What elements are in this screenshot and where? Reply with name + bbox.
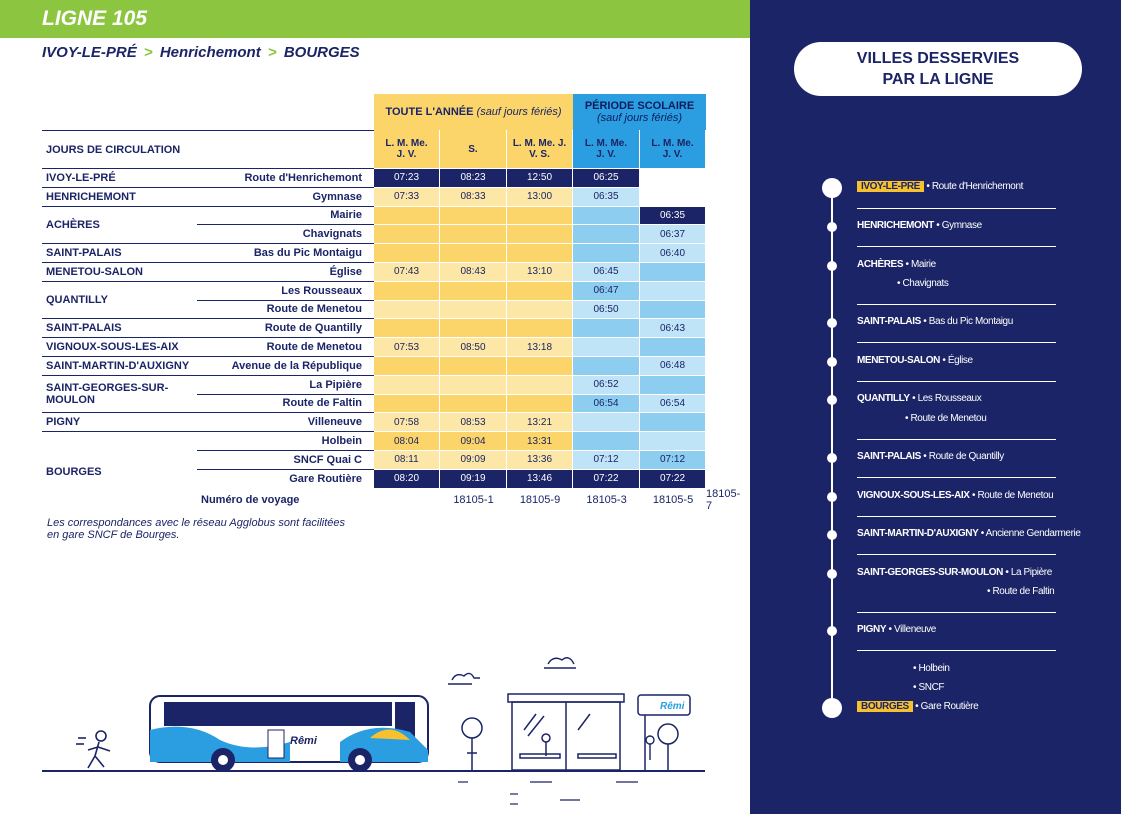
stop-dot-icon <box>827 357 837 367</box>
stop-dot-icon <box>827 222 837 232</box>
timetable-row <box>42 262 706 281</box>
departure-time: 07:33 <box>374 187 440 206</box>
departure-time: 07:43 <box>374 262 440 281</box>
stop-separator <box>857 554 1056 555</box>
day-header: L. M. Me. J. V. <box>374 130 440 168</box>
timetable-row <box>42 318 706 337</box>
departure-time: 07:12 <box>573 450 640 469</box>
walking-person-icon <box>76 731 110 768</box>
departure-time: 06:48 <box>640 356 706 375</box>
departure-time: 07:22 <box>573 469 640 488</box>
departure-time <box>640 375 706 394</box>
departure-time: 06:50 <box>573 300 640 319</box>
departure-time: 13:46 <box>507 469 573 488</box>
departure-time <box>640 412 706 431</box>
departure-time <box>440 375 507 394</box>
departure-time <box>640 168 706 187</box>
departure-time <box>573 206 640 225</box>
departure-time <box>440 300 507 319</box>
line-title: LIGNE 105 <box>42 7 148 30</box>
departure-time: 08:23 <box>440 168 507 187</box>
departure-time: 13:10 <box>507 262 573 281</box>
stop-name: Gymnase <box>197 187 374 206</box>
stop-separator <box>857 304 1056 305</box>
departure-time <box>507 224 573 243</box>
departure-time: 07:22 <box>640 469 706 488</box>
departure-time <box>374 318 440 337</box>
stop-name: Villeneuve <box>197 412 374 431</box>
departure-time: 06:47 <box>573 281 640 300</box>
departure-time <box>374 300 440 319</box>
departure-time <box>507 375 573 394</box>
group-toute-annee: TOUTE L'ANNÉE (sauf jours fériés) <box>374 94 573 130</box>
stop-separator <box>857 516 1056 517</box>
departure-time <box>640 300 706 319</box>
bus-shelter-icon <box>508 694 624 770</box>
town-name: QUANTILLY <box>42 281 197 319</box>
departure-time <box>573 243 640 262</box>
villes-desservies-title: VILLES DESSERVIES PAR LA LIGNE <box>794 42 1082 96</box>
departure-time: 06:54 <box>640 394 706 413</box>
route-to: BOURGES <box>283 44 360 61</box>
stop-name: Les Rousseaux <box>197 281 374 300</box>
departure-time: 08:33 <box>440 187 507 206</box>
departure-time: 08:04 <box>374 431 440 450</box>
departure-time: 13:18 <box>507 337 573 356</box>
departure-time: 13:21 <box>507 412 573 431</box>
town-name: SAINT-MARTIN-D'AUXIGNY <box>42 356 197 375</box>
route-from: IVOY-LE-PRÉ <box>42 44 137 61</box>
stop-name: Gare Routière <box>197 469 374 488</box>
route-subtitle <box>42 44 360 61</box>
departure-time <box>374 394 440 413</box>
town-name: PIGNY <box>42 412 197 431</box>
stop-name: Mairie <box>197 206 374 225</box>
departure-time: 08:53 <box>440 412 507 431</box>
departure-time <box>507 394 573 413</box>
departure-time: 08:11 <box>374 450 440 469</box>
stop-name: Bas du Pic Montaigu <box>197 243 374 262</box>
departure-time <box>374 206 440 225</box>
timetable-row <box>42 412 706 431</box>
departure-time <box>440 243 507 262</box>
town-name: IVOY-LE-PRÉ <box>42 168 197 187</box>
departure-time: 09:09 <box>440 450 507 469</box>
day-header: L. M. Me. J. V. S. <box>507 130 573 168</box>
chevron-right-icon: > <box>267 44 277 61</box>
timetable-row <box>42 281 706 300</box>
stop-dot-icon <box>822 178 842 198</box>
stop-separator <box>857 612 1056 613</box>
departure-time <box>507 300 573 319</box>
side-stop: • Route de Menetou <box>905 413 987 424</box>
departure-time <box>573 318 640 337</box>
stop-dot-icon <box>827 318 837 328</box>
stop-name: La Pipière <box>197 375 374 394</box>
departure-time <box>640 187 706 206</box>
stop-separator <box>857 650 1056 651</box>
stop-dot-icon <box>827 626 837 636</box>
timetable-row <box>42 356 706 375</box>
cloud-icon <box>448 658 576 684</box>
side-panel <box>750 0 1121 814</box>
departure-time <box>507 281 573 300</box>
town-name: SAINT-GEORGES-SUR-MOULON <box>42 375 197 413</box>
town-name: BOURGES <box>42 431 197 511</box>
side-stop: • Holbein <box>913 663 950 674</box>
side-stop: • SNCF <box>913 682 945 693</box>
stop-name: SNCF Quai C <box>197 450 374 469</box>
side-stop: SAINT-PALAIS • Route de Quantilly <box>750 458 1121 478</box>
departure-time: 13:31 <box>507 431 573 450</box>
stop-separator <box>857 208 1056 209</box>
timetable <box>42 94 741 512</box>
side-stop: BOURGES • Gare Routière <box>750 708 1121 728</box>
side-stop: • Chavignats <box>897 278 949 289</box>
town-name: SAINT-PALAIS <box>42 318 197 337</box>
departure-time <box>374 243 440 262</box>
timetable-row <box>42 206 706 225</box>
stop-dot-icon <box>827 530 837 540</box>
departure-time <box>440 281 507 300</box>
stop-dot-icon <box>827 453 837 463</box>
departure-time: 12:50 <box>507 168 573 187</box>
stop-separator <box>857 477 1056 478</box>
side-stop: HENRICHEMONT • Gymnase <box>750 227 1121 247</box>
departure-time: 06:35 <box>640 206 706 225</box>
tree-icon <box>658 724 678 770</box>
departure-time <box>507 356 573 375</box>
departure-time: 06:25 <box>573 168 640 187</box>
departure-time: 13:36 <box>507 450 573 469</box>
timetable-row <box>42 375 706 394</box>
stop-dot-icon <box>827 395 837 405</box>
stop-dot-icon <box>827 569 837 579</box>
departure-time <box>374 375 440 394</box>
group-periode-scolaire: PÉRIODE SCOLAIRE (sauf jours fériés) <box>573 94 706 130</box>
stop-name: Avenue de la République <box>197 356 374 375</box>
day-header: L. M. Me. J. V. <box>573 130 640 168</box>
trip-number: 18105-5 <box>652 493 694 506</box>
departure-time: 08:20 <box>374 469 440 488</box>
bus-stop-sign-icon <box>638 695 690 770</box>
departure-time <box>374 224 440 243</box>
departure-time: 07:53 <box>374 337 440 356</box>
stop-name: Chavignats <box>197 224 374 243</box>
departure-time: 06:43 <box>640 318 706 337</box>
trip-number: 18105-1 <box>453 493 494 506</box>
stop-separator <box>857 246 1056 247</box>
side-stop: IVOY-LE-PRÉ • Route d'Henrichemont <box>750 188 1121 208</box>
departure-time <box>440 394 507 413</box>
footnote: Les correspondances avec le réseau Agglobus sont facilitées en gare SNCF de Bourges. <box>47 517 345 541</box>
trip-number: 18105-9 <box>519 493 561 506</box>
bus-icon <box>150 696 428 772</box>
trip-number-row: Numéro de voyage 18105-1 18105-9 18105-3 18105-5 18105-7 <box>42 488 706 512</box>
stop-separator <box>857 342 1056 343</box>
departure-time <box>440 224 507 243</box>
stop-dot-icon <box>827 492 837 502</box>
departure-time: 06:52 <box>573 375 640 394</box>
side-stop: PIGNY • Villeneuve <box>750 631 1121 651</box>
departure-time: 06:45 <box>573 262 640 281</box>
town-name: VIGNOUX-SOUS-LES-AIX <box>42 337 197 356</box>
departure-time <box>440 356 507 375</box>
departure-time: 08:43 <box>440 262 507 281</box>
stop-separator <box>857 439 1056 440</box>
stop-dot-icon <box>827 261 837 271</box>
side-stop: SAINT-MARTIN-D'AUXIGNY • Ancienne Gendarmerie <box>750 535 1121 555</box>
departure-time <box>573 412 640 431</box>
sign-brand: Rêmi <box>660 701 685 712</box>
timetable-row <box>42 243 706 262</box>
departure-time <box>640 337 706 356</box>
departure-time: 06:37 <box>640 224 706 243</box>
trip-number-label: Numéro de voyage <box>201 493 300 506</box>
departure-time: 06:54 <box>573 394 640 413</box>
departure-time <box>573 431 640 450</box>
departure-time <box>374 281 440 300</box>
departure-time <box>440 206 507 225</box>
departure-time: 09:04 <box>440 431 507 450</box>
departure-time: 13:00 <box>507 187 573 206</box>
side-stop: MENETOU-SALON • Église <box>750 362 1121 382</box>
departure-time <box>573 356 640 375</box>
departure-time <box>507 243 573 262</box>
stop-name: Route de Faltin <box>197 394 374 413</box>
jours-label: JOURS DE CIRCULATION <box>42 130 374 168</box>
departure-time <box>640 262 706 281</box>
town-name: SAINT-PALAIS <box>42 243 197 262</box>
departure-time: 07:23 <box>374 168 440 187</box>
departure-time: 09:19 <box>440 469 507 488</box>
departure-time <box>573 337 640 356</box>
stop-name: Route d'Henrichemont <box>197 168 374 187</box>
bus-stop-illustration <box>40 650 710 810</box>
side-stop: SAINT-PALAIS • Bas du Pic Montaigu <box>750 323 1121 343</box>
departure-time <box>507 318 573 337</box>
town-name: ACHÈRES <box>42 206 197 244</box>
stop-name: Église <box>197 262 374 281</box>
departure-time: 08:50 <box>440 337 507 356</box>
day-header: S. <box>440 130 507 168</box>
timetable-row <box>42 168 706 187</box>
departure-time: 07:12 <box>640 450 706 469</box>
stop-name: Route de Menetou <box>197 300 374 319</box>
side-stop: QUANTILLY • Les Rousseaux <box>750 400 1121 420</box>
chevron-right-icon: > <box>143 44 153 61</box>
departure-time <box>573 224 640 243</box>
stop-dot-icon <box>822 698 842 718</box>
departure-time <box>374 356 440 375</box>
route-via: Henrichemont <box>159 44 261 61</box>
side-stop: VIGNOUX-SOUS-LES-AIX • Route de Menetou <box>750 497 1121 517</box>
side-stop: SAINT-GEORGES-SUR-MOULON • La Pipière <box>750 574 1121 594</box>
departure-time <box>640 281 706 300</box>
timetable-row <box>42 337 706 356</box>
stop-name: Route de Quantilly <box>197 318 374 337</box>
side-stop: • Route de Faltin <box>987 586 1055 597</box>
trip-number: 18105-3 <box>586 493 627 506</box>
departure-time: 06:35 <box>573 187 640 206</box>
stop-name: Holbein <box>197 431 374 450</box>
timetable-row <box>42 187 706 206</box>
departure-time <box>507 206 573 225</box>
side-stop: ACHÈRES • Mairie <box>750 266 1121 286</box>
departure-time: 06:40 <box>640 243 706 262</box>
town-name: HENRICHEMONT <box>42 187 197 206</box>
timetable-row <box>42 431 706 450</box>
tree-icon <box>462 718 482 770</box>
town-name: MENETOU-SALON <box>42 262 197 281</box>
stop-separator <box>857 381 1056 382</box>
departure-time: 07:58 <box>374 412 440 431</box>
departure-time <box>640 431 706 450</box>
departure-time <box>440 318 507 337</box>
bus-brand: Rêmi <box>290 735 317 747</box>
stop-name: Route de Menetou <box>197 337 374 356</box>
day-header: L. M. Me. J. V. <box>640 130 706 168</box>
